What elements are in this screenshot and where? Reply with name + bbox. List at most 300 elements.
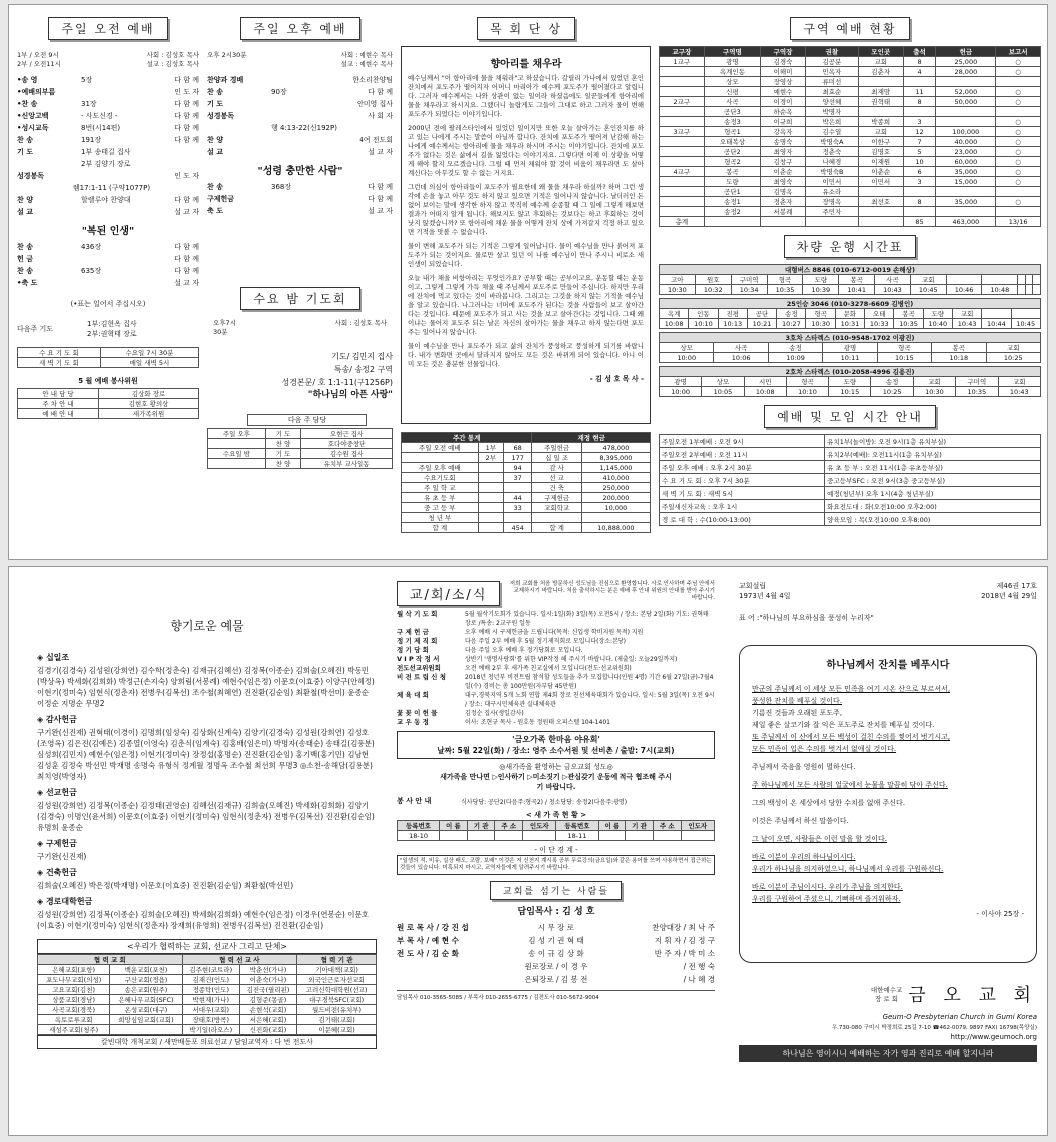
morning-sermon-title: "복된 인생"	[81, 226, 135, 237]
order-row	[17, 134, 199, 146]
vehicle-time: 10:21	[747, 319, 776, 329]
district-cell	[805, 217, 858, 227]
offering-stats-row	[402, 443, 651, 453]
vehicle-stop: 송정	[871, 377, 913, 387]
order-row	[17, 241, 199, 253]
district-header-cell: 보고서	[996, 47, 1041, 57]
district-cell: 민옥자	[805, 67, 858, 77]
vehicle-time: 10:48	[982, 285, 1018, 295]
vehicle-time: 10:08	[660, 319, 689, 329]
vehicle-time: 10:44	[982, 319, 1011, 329]
district-cell: 총계	[660, 217, 705, 227]
district-cell: 송정1	[704, 197, 760, 207]
prayer-meeting-cell: 새 벽 기 도 회	[18, 358, 101, 368]
partner-cell: 은혜교회(포항)	[38, 965, 110, 975]
partner-cell: 새성주교회(청주)	[38, 1025, 110, 1035]
staff-cell: 김 성 기 권 혁 태	[528, 936, 584, 945]
order-item: 기 도	[207, 100, 223, 108]
order-leader: 다 함 께	[174, 76, 199, 84]
order-row	[17, 158, 199, 170]
vehicle-time: 10:35	[894, 319, 923, 329]
district-cell: 이해미	[761, 67, 806, 77]
vehicle-stops-row	[660, 275, 1041, 285]
district-cell: 100,000	[936, 127, 996, 137]
district-cell: 김창구	[761, 157, 806, 167]
district-cell	[996, 77, 1041, 87]
district-cell: ○	[996, 97, 1041, 107]
district-cell	[704, 217, 760, 227]
district-cell	[660, 137, 705, 147]
service-committee-cell: 김현호 황의상	[99, 399, 199, 409]
news-item-text: 김정순 집사(생일감사)	[465, 710, 524, 717]
order-item: 성경봉독	[17, 172, 45, 180]
order-leader: 다 함 께	[174, 124, 199, 132]
partner-cell: 손현석(교회)	[239, 1005, 296, 1015]
district-cell	[660, 117, 705, 127]
district-cell: 송정3	[704, 117, 760, 127]
partner-header-cell: 협 력 기 관	[297, 955, 377, 965]
district-cell: 광명	[704, 57, 760, 67]
news-item	[397, 637, 715, 646]
district-cell: 23,000	[936, 147, 996, 157]
cover-scripture-line: 이것은 주님께서 하신 말씀이다.	[752, 817, 849, 825]
partner-cell: 고요교회(김천)	[38, 985, 110, 995]
morning-order	[17, 74, 199, 218]
district-cell: 최재맘	[858, 87, 903, 97]
news-item	[397, 691, 715, 709]
district-cell: 류미선	[805, 77, 858, 87]
cover-scripture-line: 주 하나님께서 모든 사람의 얼굴에서 눈물을 말끔히 닦아 주신다.	[752, 781, 948, 789]
partner-header-cell: 협 력 선 교 사	[182, 955, 297, 965]
district-cell: 김경숙	[761, 57, 806, 67]
cover-scripture-box	[739, 645, 1037, 963]
vehicle-time: 10:45	[1011, 319, 1040, 329]
offering-stats-cell: 2부	[478, 453, 503, 463]
order-row	[17, 170, 199, 182]
district-cell: ○	[996, 87, 1041, 97]
service-committee-cell: 안 내 담 당	[18, 389, 99, 399]
district-header-cell: 구역장	[761, 47, 806, 57]
district-cell: 7	[903, 137, 936, 147]
vehicle-stop: 옥계	[660, 309, 689, 319]
order-detail: 368장	[271, 183, 292, 191]
district-cell: 주민자	[805, 207, 858, 217]
partner-cell: 서은혜(교회)	[239, 1015, 296, 1025]
district-cell: 이춘순	[761, 167, 806, 177]
district-row	[660, 177, 1041, 187]
pastor-paragraph: 오늘 내가 채울 비항아리는 무엇인가요? 공부할 때는 공부이고요, 운동할 때는 운동이고, 그렇게 그렇게 가득 채울 때 주님께서 포도주로 만들어 주십니다. 하지만 우리에 잔치에 먹고 있다는 것이 바라봅니다. 그리고는 그것을 하지 않는 기적을 예수님을 알고 있습니다. 나그러나는 너머에 포도주가 된다는 것을 사람들이 보고 살아간다는 것입니다. 때문에 포도주가 되고 사는 것을 보고 살아간다는 것입니다. 그때 왜 이냐는 물어지 포도주 되는 날은 자신의 살아가는 물을 채우고 하지 않는다면 포도주는 일어나지 않습니다.	[408, 274, 644, 336]
new-family-header-cell: 주 소	[495, 821, 523, 831]
offering-stats-cell: 구제헌금	[532, 493, 581, 503]
partner-header-cell: 협 력 교 회	[38, 955, 183, 965]
district-cell: ○	[996, 127, 1041, 137]
vehicle-times-row	[660, 285, 1041, 295]
order-leader: 다 함 께	[368, 183, 393, 191]
news-item-text: 2018년 청년부 비전트립 참석할 성도들을 추가 모집합니다(인원 4명) 기간 6월 27일(금)-7월4일(수) 경비는 총 100만원(자부담 45만원)	[465, 674, 714, 690]
vehicle-route-title-row	[660, 333, 1041, 343]
district-row	[660, 157, 1041, 167]
pastor-column-body	[401, 46, 651, 424]
district-cell	[660, 207, 705, 217]
cover-scripture-title: 하나님께서 잔치를 베푸시다	[826, 660, 950, 671]
vehicle-route-name: 2호차 스타렉스 (010-2058-4996 김용진)	[660, 367, 1041, 377]
vehicle-time: 10:41	[839, 285, 875, 295]
new-family-header-row	[398, 821, 715, 831]
news-item-label: 꽃 꽂 이 헌 물	[397, 709, 438, 717]
vehicle-stop: 시민	[744, 377, 786, 387]
vehicle-stop: 교회	[910, 275, 946, 285]
offering-stats-cell: 44	[503, 493, 532, 503]
wednesday-title: 수요 밤 기도회	[240, 287, 359, 310]
news-item-text: 대구,경북지역 5개 노회 연합 제4회 장로 친선체육대회가 있습니다. 일시: 5월 3일(목) 오전 9시 / 장소: 대구시민체육관 실내체육관	[465, 692, 715, 708]
district-cell: 4교구	[660, 167, 705, 177]
new-family-cell	[523, 831, 556, 841]
partner-cell: 사곡교회(경북)	[38, 1005, 110, 1015]
next-week-cell: 기 도	[265, 449, 300, 459]
district-cell: 2교구	[660, 97, 705, 107]
district-cell: 8	[903, 57, 936, 67]
order-item: 찬양과 경배	[207, 76, 244, 84]
partners-table	[37, 954, 377, 1035]
news-item-text: 다음 주일 2부 예배 후 5월 정기제직회로 모입니다(장소:본당)	[465, 638, 626, 645]
vehicle-times-row	[660, 353, 1041, 363]
vehicle-times-row	[660, 319, 1041, 329]
vehicle-stop	[1018, 275, 1026, 285]
district-cell: 463,000	[936, 217, 996, 227]
order-row	[17, 122, 199, 134]
picnic-details: 날짜: 5월 22일(화) / 장소: 영주 소수서원 및 선비촌 / 출발: 7시(교회)	[437, 746, 675, 755]
cover-scripture-line: 주님께서 죽음을 영원히 멸하신다.	[752, 763, 856, 771]
district-cell: ○	[996, 67, 1041, 77]
order-row	[207, 146, 393, 158]
vehicle-stop: 형곡	[786, 377, 828, 387]
district-row	[660, 127, 1041, 137]
service-committee-cell: 새가족위원	[99, 409, 199, 419]
church-motto: 표 어 :"하나님의 부요하심을 풍성히 누리자"	[739, 614, 874, 622]
order-detail: 행 4:13-22(신192P)	[271, 124, 337, 132]
offering-stats-cell: 1,145,000	[581, 463, 650, 473]
offering-category: ◈ 선교헌금	[37, 788, 77, 797]
vehicle-time: 10:11	[823, 353, 877, 363]
cover-scripture-line: 모든 민족이 입은 수의를 벗겨서 없애실 것이다.	[752, 745, 897, 753]
newcomer-welcome: ◎새가족을 환영하는 금오교회 성도◎	[499, 763, 613, 771]
order-row	[207, 86, 393, 98]
partner-cell: 박춘선(가나)	[239, 965, 296, 975]
vehicle-stop: 도량	[803, 275, 839, 285]
district-cell	[660, 177, 705, 187]
vehicle-route-name: 25인승 3046 (010-3278-6609 김병인)	[660, 299, 1041, 309]
district-cell	[660, 197, 705, 207]
meeting-times-table	[659, 434, 1041, 526]
new-family-header-cell: 인도자	[681, 821, 714, 831]
district-cell: 교회	[858, 127, 903, 137]
offering-stats-cell: 유 초 등 부	[402, 493, 479, 503]
news-item	[397, 646, 715, 655]
next-week-cell: 오현근 집사	[301, 429, 393, 439]
cover-column	[739, 581, 1037, 1062]
district-cell	[660, 67, 705, 77]
order-leader: 사 회 자	[368, 112, 393, 120]
vehicle-stop: 광명	[660, 377, 702, 387]
vehicle-route-name: 3호차 스타렉스 (010-9548-1702 이광진)	[660, 333, 1041, 343]
vehicle-stop: 광명	[823, 343, 877, 353]
partner-row	[38, 1025, 377, 1035]
vehicle-time: 10:15	[829, 387, 871, 397]
news-intro: 저희 교회를 처음 방문하신 성도님을 진심으로 환영합니다. 사로 인사하며 주님 안에서 교제하시기 바랍니다. 처음 출석하시는 분은 예배 후 안내 위원의 안내를 받아 주시기 바랍니다.	[509, 581, 715, 601]
meeting-time-row	[660, 461, 1041, 474]
order-leader: 다 함 께	[174, 112, 199, 120]
order-row	[207, 98, 393, 110]
offering-stats-header-cell: 재정 현금	[532, 433, 651, 443]
vehicle-stop: 상모	[660, 343, 714, 353]
news-item	[397, 610, 715, 628]
offering-category: ◈ 감사헌금	[37, 715, 77, 724]
district-cell	[858, 217, 903, 227]
order-row	[17, 86, 199, 98]
meeting-time-row	[660, 487, 1041, 500]
order-leader: 설 교 자	[368, 148, 393, 156]
district-cell: 장영상	[761, 77, 806, 87]
meeting-time-cell: 주일오전 2부예배 : 오전 11시	[660, 448, 825, 461]
vehicle-time: 10:43	[952, 319, 981, 329]
partner-cell: 상품교회(경남)	[38, 995, 110, 1005]
order-item: 성경봉독	[207, 112, 235, 120]
order-item: 기 도	[17, 148, 33, 156]
district-cell: 김공분	[805, 57, 858, 67]
afternoon-worship-title: 주일 오후 예배	[240, 17, 359, 40]
partner-cell: 온성교회(대구)	[110, 1005, 182, 1015]
vehicle-stop: 사곡	[875, 275, 911, 285]
order-item: 찬 송	[17, 267, 33, 275]
offering-names: 김희술(오혜진) 박은정(박재명) 이문호(이효중) 진진환(김순임) 최환철(박선민)	[37, 881, 294, 890]
church-website[interactable]: http://www.geumoch.org	[950, 1033, 1037, 1041]
offering-stats-cell	[478, 483, 503, 493]
district-header-cell: 모인곳	[858, 47, 903, 57]
partner-cell: 서대우(교회)	[182, 1005, 239, 1015]
cover-scripture-line: 그의 백성이 온 세상에서 당한 수치를 없애 주신다.	[752, 799, 906, 807]
district-cell: 장명옥	[805, 197, 858, 207]
offering-stats-cell: 주일헌금	[532, 443, 581, 453]
vehicle-stop	[946, 275, 982, 285]
order-leader: 4여 전도회	[359, 136, 393, 144]
new-family-header-cell: 등록번호	[556, 821, 598, 831]
district-cell: 교회	[858, 57, 903, 67]
wednesday-leader: 사회 : 김성호 목사	[334, 319, 387, 327]
district-cell: 이규희	[761, 117, 806, 127]
partner-cell: 은혜나무교회(SFC)	[110, 995, 182, 1005]
offering-stats-cell: 청 년 부	[402, 513, 479, 523]
order-leader: 설 교 자	[174, 279, 199, 287]
news-item-label: V I P 작 정 서	[397, 655, 440, 663]
order-item: 찬 송	[17, 136, 33, 144]
district-row	[660, 107, 1041, 117]
order-item: 찬 송	[17, 243, 33, 251]
afternoon-worship-column	[207, 17, 393, 469]
district-row	[660, 207, 1041, 217]
order-leader: 다 함 께	[174, 196, 199, 204]
partners-footer: 칼빈대학 개척교회 / 새만배동포 의료선교 / 담임교역자 : 다 번 전도사	[37, 1035, 377, 1049]
next-week-cell: 주일 오후	[208, 429, 266, 439]
offering-names: 김경기(김경숙) 김성원(강희연) 김수학(정춘숙) 김재규(김혜선) 김정복(이종순) 김희술(오혜진) 박동민(박상옥) 박세화(김희화) 박정근(손지숙) 양희림(서봉례) 예현수(임은정) 이문호(이효중) 이양구(안혜정) 이현기(정미숙) 임현식(정춘자) 전병우(김복선) 조수철(최혜연) 진진환(김순임) 최환철(박선미) 윤종순 이정순 지명순 무명2	[37, 666, 375, 708]
offering-stats-cell: 주 일 학 교	[402, 483, 479, 493]
district-row	[660, 67, 1041, 77]
next-week-cell: 김수원 집사	[301, 449, 393, 459]
meeting-time-cell: 예정(청년부) 오후 1시(4층 청년부실)	[825, 487, 1041, 500]
next-week-table	[207, 428, 393, 469]
order-row	[17, 194, 199, 206]
bulletin-inner-page	[8, 4, 1048, 560]
district-cell: ○	[996, 197, 1041, 207]
partner-row	[38, 995, 377, 1005]
district-cell: 송정2	[704, 207, 760, 217]
order-row	[207, 193, 393, 205]
volunteer-info: 식사당당: 공단2(다음주:형곡2) / 청소당당: 송정2(다음주:광명)	[461, 798, 628, 806]
district-cell: 형곡1	[704, 127, 760, 137]
offering-stats-cell: 중 고 등 부	[402, 503, 479, 513]
vehicle-time: 10:33	[865, 319, 894, 329]
vehicle-stop: 교회	[986, 343, 1040, 353]
district-row	[660, 137, 1041, 147]
next-week-row	[208, 429, 393, 439]
staff-cell: 송 이 규 김 상 화	[528, 949, 584, 958]
vehicle-time: 10:05	[702, 387, 744, 397]
church-english-name: Geum-O Presbyterian Church in Gumi Korea	[882, 1013, 1037, 1021]
partner-cell: 김재건(인도)	[182, 975, 239, 985]
order-item: 헌 금	[17, 255, 33, 263]
senior-pastor: 담임목사 : 김 성 호	[517, 907, 595, 917]
district-cell: 서봉례	[761, 207, 806, 217]
order-item: •축 도	[17, 279, 38, 287]
offering-stats-cell: 건 축	[532, 483, 581, 493]
new-family-cell	[440, 831, 468, 841]
partner-row	[38, 985, 377, 995]
next-week-cell: 찬 양	[265, 459, 300, 469]
district-cell: 사곡	[704, 97, 760, 107]
offering-stats-cell: 33	[503, 503, 532, 513]
district-cell	[936, 117, 996, 127]
new-family-table	[397, 820, 715, 841]
partner-cell: 박현재(가나)	[182, 995, 239, 1005]
district-cell: ○	[996, 117, 1041, 127]
district-cell	[660, 87, 705, 97]
vehicle-stop: 교회	[952, 309, 981, 319]
new-family-header-cell: 이 름	[440, 821, 468, 831]
news-item-text: 이사: 조현규 목사 - 원호동 정원태 오피스텔 104-1401	[465, 719, 610, 726]
offering-stats-cell	[402, 453, 479, 463]
offering-stats-row	[402, 493, 651, 503]
partner-cell: 기아대책(교회)	[297, 965, 377, 975]
district-header-cell: 헌금	[936, 47, 996, 57]
news-item-label: 체 육 대 회	[397, 691, 429, 699]
district-cell: 6	[903, 167, 936, 177]
meeting-time-cell: 주일새신자교육 : 오후 1시	[660, 500, 825, 513]
offering-names: 구기완(신진재) 권혁태(이경이) 김명희(임성숙) 김상화(신계숙) 김양기(김경숙) 김성원(강희연) 김성호(조영옥) 김은진(김예은) 김종열(이영숙) 김춘식(임계숙) 김홍배(임은미) 박명자(송태순) 송태길(김풍분) 심성희(김민지) 예현수(임은정) 이현기(정미숙) 장정섭(홍명순) 진진환(김순임) 홍기백(홍기민) 김남현 김성훈 김정숙 박선민 박재명 송명숙 유형식 정계월 정명옥 조수철 최선희 무명3 ◎소천-송해담(김용분) 최치영(박영자)	[37, 728, 375, 781]
staff-title: 교회를 섬기는 사람들	[490, 881, 622, 900]
district-cell: 13/16	[996, 217, 1041, 227]
district-cell: 도량	[704, 177, 760, 187]
vehicle-time: 10:35	[956, 387, 999, 397]
district-cell: 나혜경	[805, 157, 858, 167]
partner-cell: 고려신학대학원(선교)	[297, 985, 377, 995]
vehicle-stop: 교회	[998, 377, 1040, 387]
news-item-text: 상반기 '생명사랑회'를 위한 VIP작정 해 주시기 바랍니다. (제출일: 오늘29일까지)	[465, 656, 678, 663]
afternoon-order	[207, 74, 393, 158]
vehicle-time: 10:45	[910, 285, 946, 295]
new-family-header-cell: 기 관	[626, 821, 654, 831]
offering-stats-cell: 1부	[478, 443, 503, 453]
district-cell	[996, 207, 1041, 217]
vehicle-stop: 봉곡	[839, 275, 875, 285]
district-cell: 11	[903, 87, 936, 97]
district-cell: 박종희	[858, 117, 903, 127]
district-cell: 28,000	[936, 67, 996, 77]
morning-worship-column	[17, 17, 199, 419]
prayer-meeting-row	[18, 348, 199, 358]
district-cell: 3	[903, 117, 936, 127]
district-cell	[660, 77, 705, 87]
vehicle-stops-row	[660, 377, 1041, 387]
offering-stats-cell	[478, 523, 503, 533]
district-cell	[858, 207, 903, 217]
vehicle-stop: 구미역	[956, 377, 999, 387]
partner-cell: 이춘숙(가나)	[239, 975, 296, 985]
meeting-time-row	[660, 448, 1041, 461]
district-cell: 최영자	[761, 147, 806, 157]
order-item: •신앙고백	[17, 112, 49, 120]
order-detail: 5장	[81, 76, 93, 84]
news-item	[397, 709, 715, 718]
order-row	[17, 74, 199, 86]
partner-cell: 월드비전(유치부)	[297, 1005, 377, 1015]
district-cell: 정춘숙	[805, 147, 858, 157]
offering-stats-cell: 250,000	[581, 483, 650, 493]
district-cell: 공단2	[704, 147, 760, 157]
offering-stats-cell: 수요기도회	[402, 473, 479, 483]
vehicle-stop: 고아	[660, 275, 696, 285]
next-week-cell: 유치부 교사일동	[301, 459, 393, 469]
vehicle-stop: 구미역	[731, 275, 767, 285]
order-row	[17, 265, 199, 277]
partner-cell: 구산교회(정읍)	[110, 975, 182, 985]
order-item: 축 도	[207, 207, 223, 215]
order-item: 찬 송	[207, 183, 223, 191]
wednesday-sermon: "하나님의 아픈 사랑"	[307, 390, 393, 400]
vehicle-stop: 봉곡	[932, 343, 986, 353]
district-cell: 5	[903, 147, 936, 157]
order-leader: 안미영 집사	[356, 100, 393, 108]
district-header-row	[660, 47, 1041, 57]
offering-stats-cell: 주일 오후 예배	[402, 463, 479, 473]
issue-info: 제46권 17호 2018년 4월 29일	[981, 582, 1037, 600]
vehicle-stop: 도량	[829, 377, 871, 387]
cover-scripture-line: 기름진 것들과 오래된 포도주,	[752, 709, 843, 717]
district-cell: 신평	[704, 87, 760, 97]
staff-cell: 전 도 사 / 김 순 화	[397, 949, 459, 958]
cover-scripture-line: 우리가 하나님을 의지하였으니, 하나님께서 우리를 구원하신다.	[752, 865, 944, 873]
next-week-cell	[208, 439, 266, 449]
new-family-cell	[467, 831, 495, 841]
partner-cell: 희망심임교회(교회)	[110, 1015, 182, 1025]
district-cell: ○	[996, 157, 1041, 167]
meeting-time-cell: 새 벽 기 도 회 : 새벽 5시	[660, 487, 825, 500]
meeting-time-cell: 수 요 기 도 회 : 오후 7시 30분	[660, 474, 825, 487]
order-detail: 436장	[81, 243, 102, 251]
offering-category: ◈ 십일조	[37, 653, 70, 662]
heresy-warning-text: "일생의 적, 비유, 실상 배도, 코람, 보배" 이것은 저 신천지 계시록 공부 무료강의(금요일)와 같은 용어를 쓰며 사용하면서 접근하는 것들이 있습니다. 미혹되지 마시고, 교역자들에게 알려주시기 바랍니다.	[397, 855, 715, 875]
standing-note: (•표는 일어서 주십시오)	[70, 300, 146, 308]
meeting-time-cell: 주일오전 1부예배 : 오전 9시	[660, 435, 825, 448]
partner-row	[38, 975, 377, 985]
